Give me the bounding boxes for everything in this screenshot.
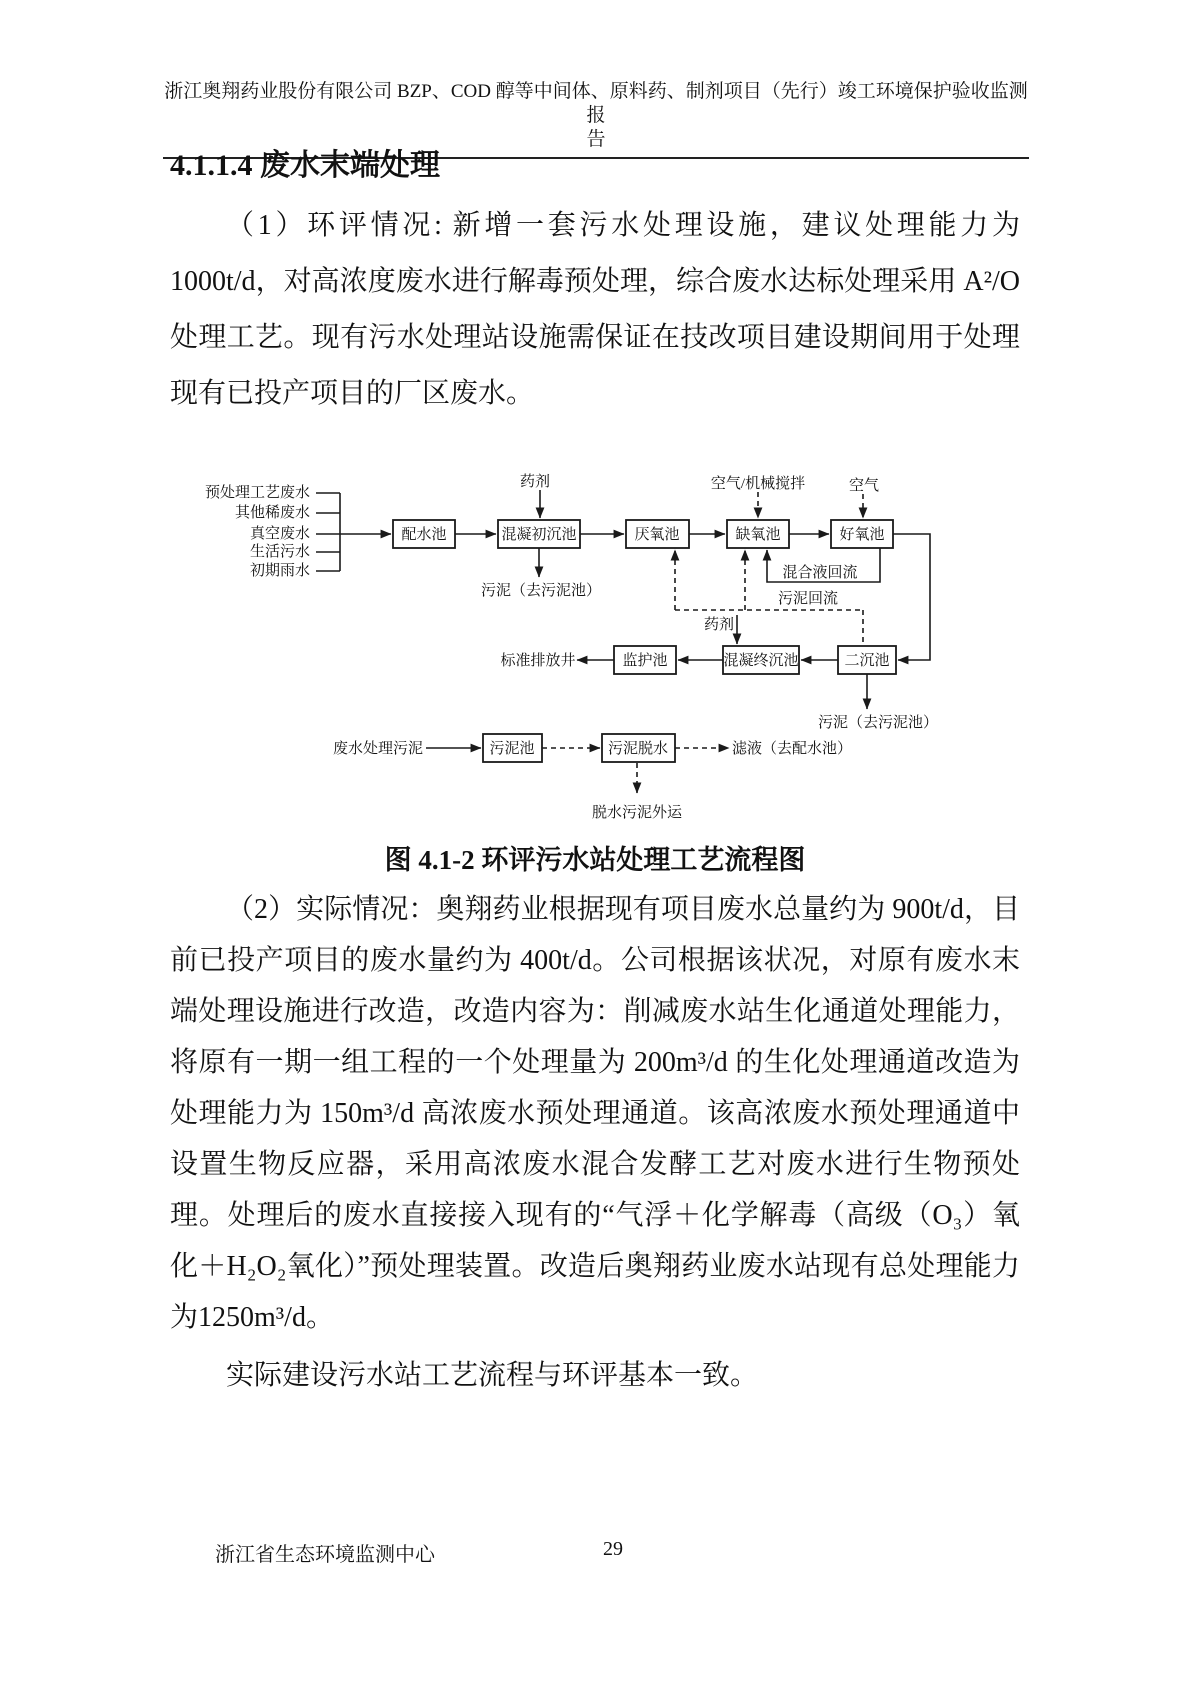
node-label: 配水池: [401, 527, 447, 543]
chemical-dosing-label: 药剂: [703, 617, 735, 633]
dewatered-sludge-label: 脱水污泥外运: [591, 805, 683, 821]
sludge-out-label: 污泥（去污泥池）: [480, 583, 602, 599]
node-label: 缺氧池: [735, 527, 781, 543]
node-anoxic-tank: [727, 520, 789, 548]
sludge-return-label: 污泥回流: [777, 591, 839, 607]
node-monitoring-tank: [614, 646, 676, 674]
influent-label: 生活污水: [249, 544, 310, 560]
node-label: 厌氧池: [634, 527, 680, 543]
node-sludge-tank: [483, 734, 542, 762]
node-label: 污泥脱水: [607, 741, 669, 757]
outfall-label: 标准排放井: [500, 653, 576, 669]
node-distribution-tank: [393, 520, 455, 548]
chemical-dosing-label: 药剂: [519, 474, 551, 490]
node-anaerobic-tank: [626, 520, 689, 548]
header-title-line2: 告: [586, 129, 606, 150]
node-aerobic-tank: [831, 520, 893, 548]
node-sludge-dewatering: [602, 734, 675, 762]
flow-arrow: [893, 534, 930, 660]
paragraph-conclusion: 实际建设污水站工艺流程与环评基本一致。: [226, 1360, 759, 1391]
sludge-influent-label: 废水处理污泥: [332, 741, 424, 757]
air-label: 空气: [848, 478, 880, 494]
footer-page-number: 29: [603, 1538, 623, 1560]
influent-label: 其他稀废水: [234, 505, 310, 521]
figure-caption: 图 4.1-2 环评污水站处理工艺流程图: [384, 845, 806, 875]
section-heading: 4.1.1.4 废水末端处理: [170, 149, 440, 182]
node-coagulation-primary-sedimentation-tank: [498, 520, 580, 548]
process-flow-diagram: [170, 435, 1020, 830]
paragraph-eia-situation: （1）环评情况: 新增一套污水处理设施，建议处理能力为 1000t/d，对高浓度废水进行解毒预处理，综合废水达标处理采用 A²/O 处理工艺。现有污水处理站设施需保证在技改项目建设期间用于处理现有已投产项目的厂区废水。: [170, 210, 1020, 409]
node-label: 污泥池: [489, 741, 535, 757]
mixed-liquor-return-label: 混合液回流: [782, 565, 858, 581]
influent-label: 预处理工艺废水: [204, 485, 310, 501]
influent-label: 初期雨水: [249, 563, 310, 579]
filtrate-label: 滤液（去配水池）: [731, 741, 853, 757]
node-label: 混凝初沉池: [501, 527, 577, 543]
header-title-line1: 浙江奥翔药业股份有限公司 BZP、COD 醇等中间体、原料药、制剂项目（先行）竣工环境保护验收监测报: [164, 81, 1028, 126]
footer-organization: 浙江省生态环境监测中心: [215, 1544, 435, 1566]
paragraph-actual-situation: （2）实际情况：奥翔药业根据现有项目废水总量约为 900t/d，目前已投产项目的废水量约为 400t/d。公司根据该状况，对原有废水末端处理设施进行改造，改造内容为：削减废水站生化通道处理能力，将原有一期一组工程的一个处理量为 200m³/d 的生化处理通道改造为处理能力为 150m³/d 高浓废水预处理通道。该高浓废水预处理通道中设置生物反应器，采用高浓废水混合发酵工艺对废水进行生物预处理。处理后的废水直接接入现有的“气浮＋化学解毒（高级（O₃）氧化＋H₂O₂氧化）”预处理装置。改造后奥翔药业废水站现有总处理能力为1250m³/d。: [170, 894, 1020, 1333]
node-coagulation-final-sedimentation-tank: [723, 646, 799, 674]
node-label: 好氧池: [839, 527, 885, 543]
page-footer: [0, 1538, 1190, 1566]
influent-label: 真空废水: [249, 526, 310, 542]
node-secondary-clarifier: [838, 646, 896, 674]
air-mixing-label: 空气/机械搅拌: [710, 476, 806, 492]
sludge-out-label: 污泥（去污泥池）: [817, 715, 939, 731]
node-label: 监护池: [622, 653, 668, 669]
node-label: 二沉池: [844, 653, 890, 669]
node-label: 混凝终沉池: [723, 653, 799, 669]
